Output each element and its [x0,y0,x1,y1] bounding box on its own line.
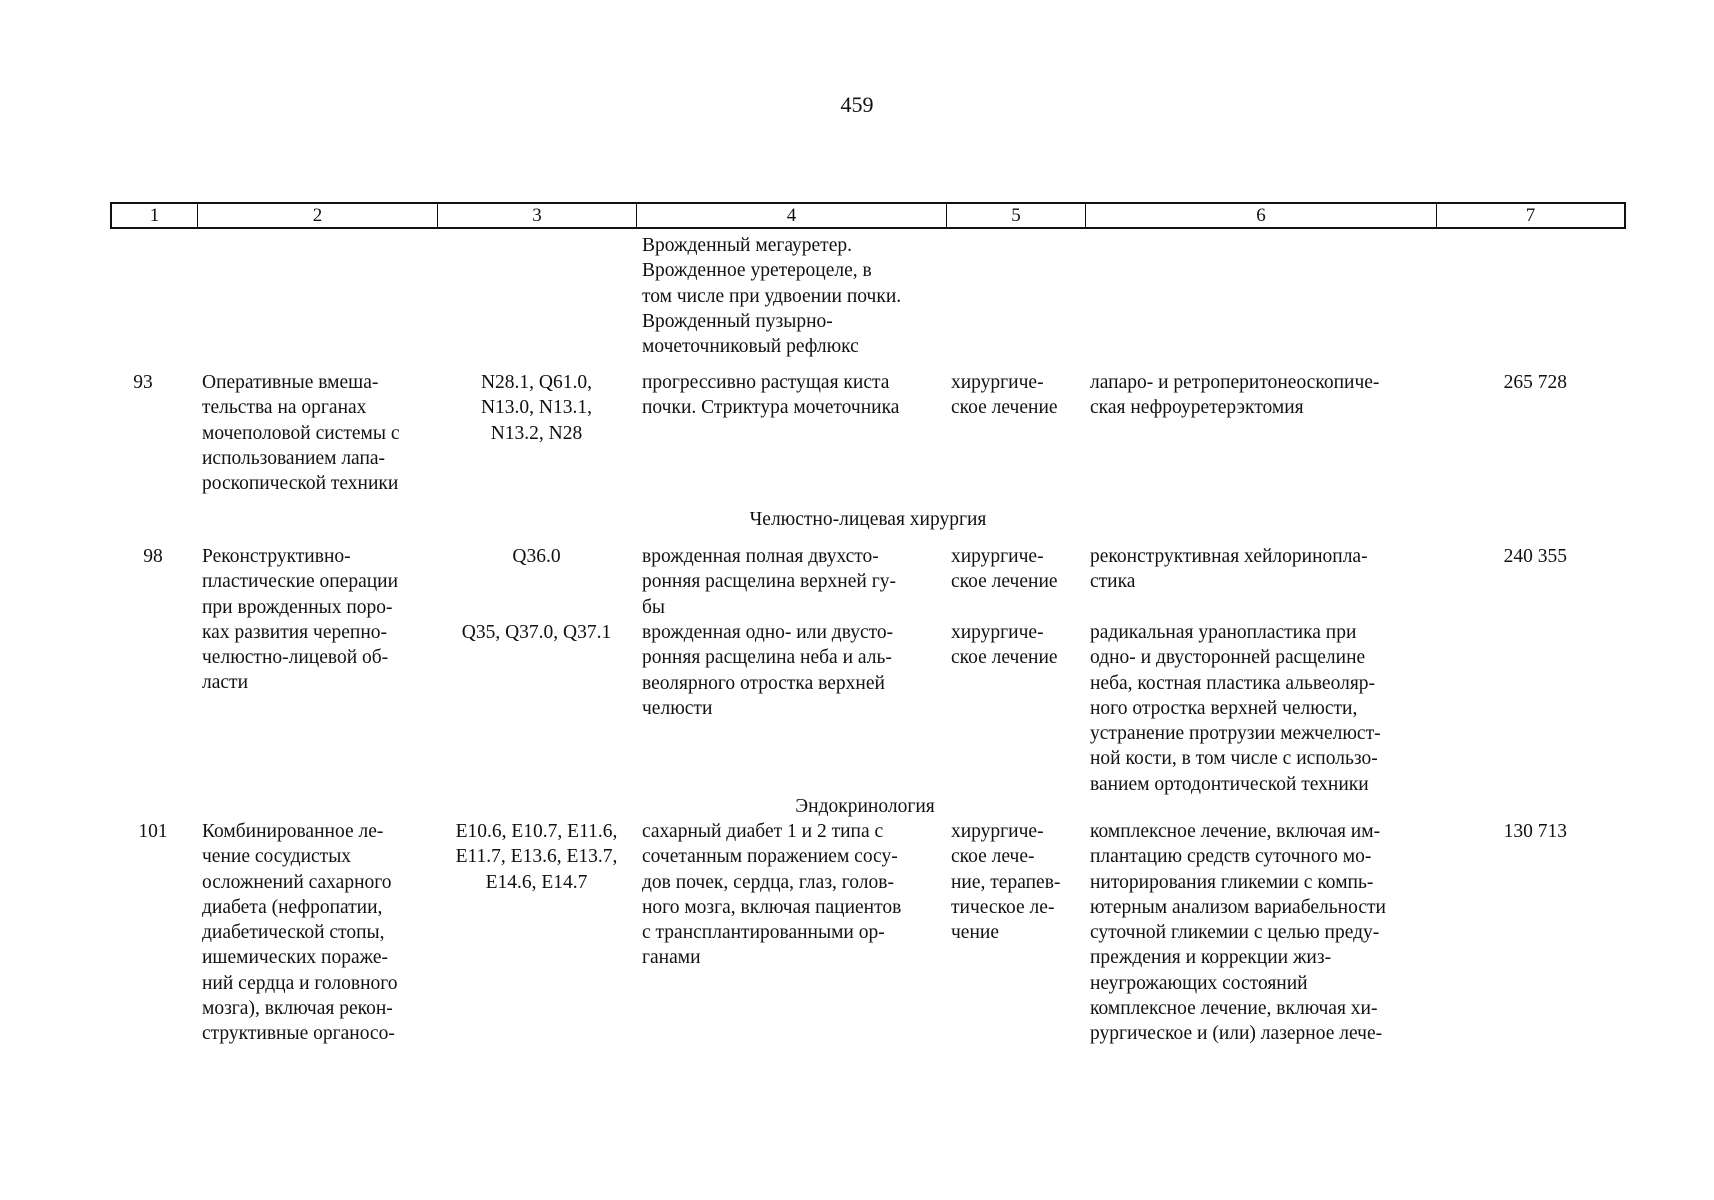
row-number: 101 [138,821,168,842]
intervention-name: Оперативные вмеша- тельства на органах мочеполовой системы с использованием лапа- роскопической техники [202,372,400,495]
treatment-method: реконструктивная хейлоринопла- стика [1090,546,1368,593]
icd-codes: E10.6, E10.7, E11.6, E11.7, E13.6, E13.7, E14.6, E14.7 [455,821,618,893]
column-header-1: 1 [112,204,198,227]
diagnosis: врожденная полная двухсто- ронняя расщелина верхней гу- бы [642,546,896,618]
cost: 240 355 [1503,546,1567,567]
column-header-3: 3 [438,204,637,227]
treatment-method-2: радикальная уранопластика при одно- и двусторонней расщелине неба, костная пластика альвеоляр- ного отростка верхней челюсти, устранение протрузии межчелюст- ной кости, в том числе с использо- ванием ортодонтической техники [1090,622,1381,795]
column-header-4: 4 [637,204,947,227]
treatment-method: комплексное лечение, включая им- плантацию средств суточного мо- ниторирования гликемии с компь- ютерным анализом вариабельности суточной гликемии с целью преду- преждения и коррекции жиз- неугрожающих состояний комплексное лечение, включая хи- рургическое и (или) лазерное лече- [1090,821,1386,1045]
continuation-diagnosis: Врожденный мегауретер. Врожденное уретероцеле, в том числе при удвоении почки. Врожденный пузырно- мочеточниковый рефлюкс [642,235,902,358]
treatment-method: лапаро- и ретроперитонеоскопиче- ская нефроуретерэктомия [1090,372,1380,419]
treatment-type: хирургиче- ское лечение [951,546,1058,593]
treatment-type: хирургиче- ское лечение [951,372,1058,419]
icd-codes: Q36.0 [512,546,561,567]
diagnosis: сахарный диабет 1 и 2 типа с сочетанным поражением сосу- дов почек, сердца, глаз, голов- ного мозга, включая пациентов с трансплантированными ор- ганами [642,821,902,969]
row-number: 93 [133,372,153,393]
row-number: 98 [143,546,163,567]
intervention-name: Комбинированное ле- чение сосудистых осложнений сахарного диабета (нефропатии, диабетической стопы, ишемических пораже- ний сердца и головного мозга), включая рекон- структивные органосо- [202,821,398,1045]
treatment-type: хирургиче- ское лече- ние, терапев- тическое ле- чение [951,821,1061,944]
icd-codes: N28.1, Q61.0, N13.0, N13.1, N13.2, N28 [480,372,593,444]
column-header-2: 2 [198,204,438,227]
column-header-5: 5 [947,204,1086,227]
column-header-6: 6 [1086,204,1437,227]
icd-codes-2: Q35, Q37.0, Q37.1 [461,622,612,643]
column-header-row [110,202,1626,229]
treatment-type-2: хирургиче- ское лечение [951,622,1058,669]
page-number: 459 [840,92,874,117]
section-heading: Челюстно-лицевая хирургия [749,509,987,530]
diagnosis: прогрессивно растущая киста почки. Стриктура мочеточника [642,372,900,419]
intervention-name: Реконструктивно- пластические операции при врожденных поро- ках развития черепно- челюстно-лицевой об- ласти [202,546,399,694]
column-header-7: 7 [1525,205,1536,226]
section-heading: Эндокринология [795,796,935,817]
diagnosis-2: врожденная одно- или двусто- ронняя расщелина неба и аль- веолярного отростка верхней челюсти [642,622,894,719]
cost: 130 713 [1503,821,1567,842]
cost: 265 728 [1503,372,1567,393]
